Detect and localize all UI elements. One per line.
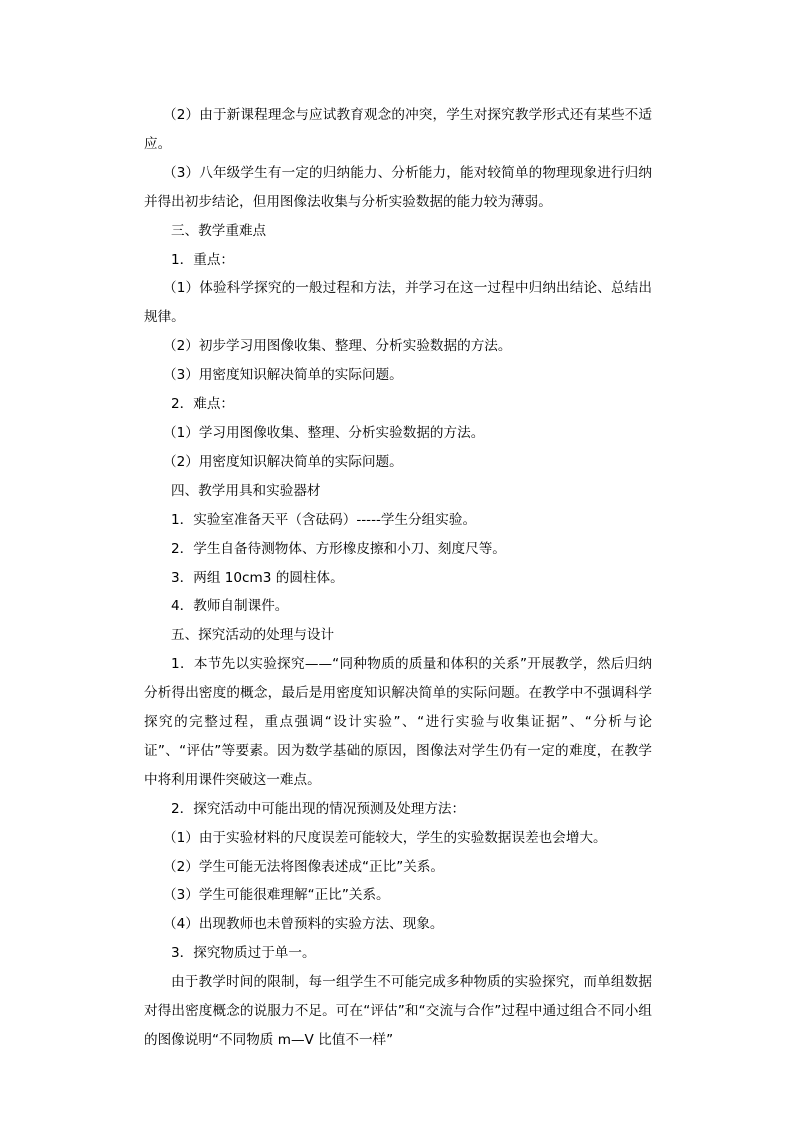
section-heading: 三、教学重难点 bbox=[171, 222, 267, 239]
paragraph: （3）学生可能很难理解“正比”关系。 bbox=[163, 887, 390, 904]
section-heading: 五、探究活动的处理与设计 bbox=[171, 627, 335, 644]
list-item: 4．教师自制课件。 bbox=[171, 598, 289, 615]
list-item: 3．两组 10cm3 的圆柱体。 bbox=[171, 569, 344, 586]
document-body bbox=[144, 101, 652, 1055]
paragraph: （2）由于新课程理念与应试教育观念的冲突，学生对探究教学形式还有某些不适应。 bbox=[144, 107, 652, 152]
paragraph: （2）用密度知识解决简单的实际问题。 bbox=[163, 453, 403, 470]
paragraph: （2）学生可能无法将图像表述成“正比”关系。 bbox=[163, 858, 445, 875]
paragraph: （1）由于实验材料的尺度误差可能较大，学生的实验数据误差也会增大。 bbox=[163, 829, 607, 846]
subheading: 3．探究物质过于单一。 bbox=[171, 945, 316, 962]
list-item: 2．学生自备待测物体、方形橡皮擦和小刀、刻度尺等。 bbox=[171, 540, 506, 557]
paragraph: （1）学习用图像收集、整理、分析实验数据的方法。 bbox=[163, 424, 485, 441]
paragraph: （1）体验科学探究的一般过程和方法，并学习在这一过程中归纳出结论、总结出规律。 bbox=[144, 280, 652, 326]
paragraph: （3）八年级学生有一定的归纳能力、分析能力，能对较简单的物理现象进行归纳并得出初步结论，但用图像法收集与分析实验数据的能力较为薄弱。 bbox=[144, 164, 652, 210]
subheading: 2．难点： bbox=[171, 396, 235, 413]
paragraph: （4）出现教师也未曾预料的实验方法、现象。 bbox=[163, 916, 444, 933]
list-item: 1．实验室准备天平（含砝码）-----学生分组实验。 bbox=[171, 511, 477, 528]
paragraph: （3）用密度知识解决简单的实际问题。 bbox=[163, 367, 403, 384]
section-heading: 四、教学用具和实验器材 bbox=[171, 482, 321, 499]
paragraph: （2）初步学习用图像收集、整理、分析实验数据的方法。 bbox=[163, 338, 512, 355]
subheading: 1．重点： bbox=[171, 251, 235, 268]
paragraph: 1．本节先以实验探究——“同种物质的质量和体积的关系”开展教学，然后归纳分析得出密度的概念，最后是用密度知识解决简单的实际问题。在教学中不强调科学探究的完整过程，重点强调“设计实验”、“进行实验与收集证据”、“分析与论证”、“评估”等要素。因为数学基础的原因，图像法对学生仍有一定的难度，在教学中将利用课件突破这一难点。 bbox=[144, 656, 652, 788]
paragraph: 由于教学时间的限制，每一组学生不可能完成多种物质的实验探究，而单组数据对得出密度概念的说服力不足。可在“评估”和“交流与合作”过程中通过组合不同小组的图像说明“不同物质 m—V 比值不一样” bbox=[144, 974, 652, 1048]
subheading: 2．探究活动中可能出现的情况预测及处理方法： bbox=[171, 800, 466, 817]
